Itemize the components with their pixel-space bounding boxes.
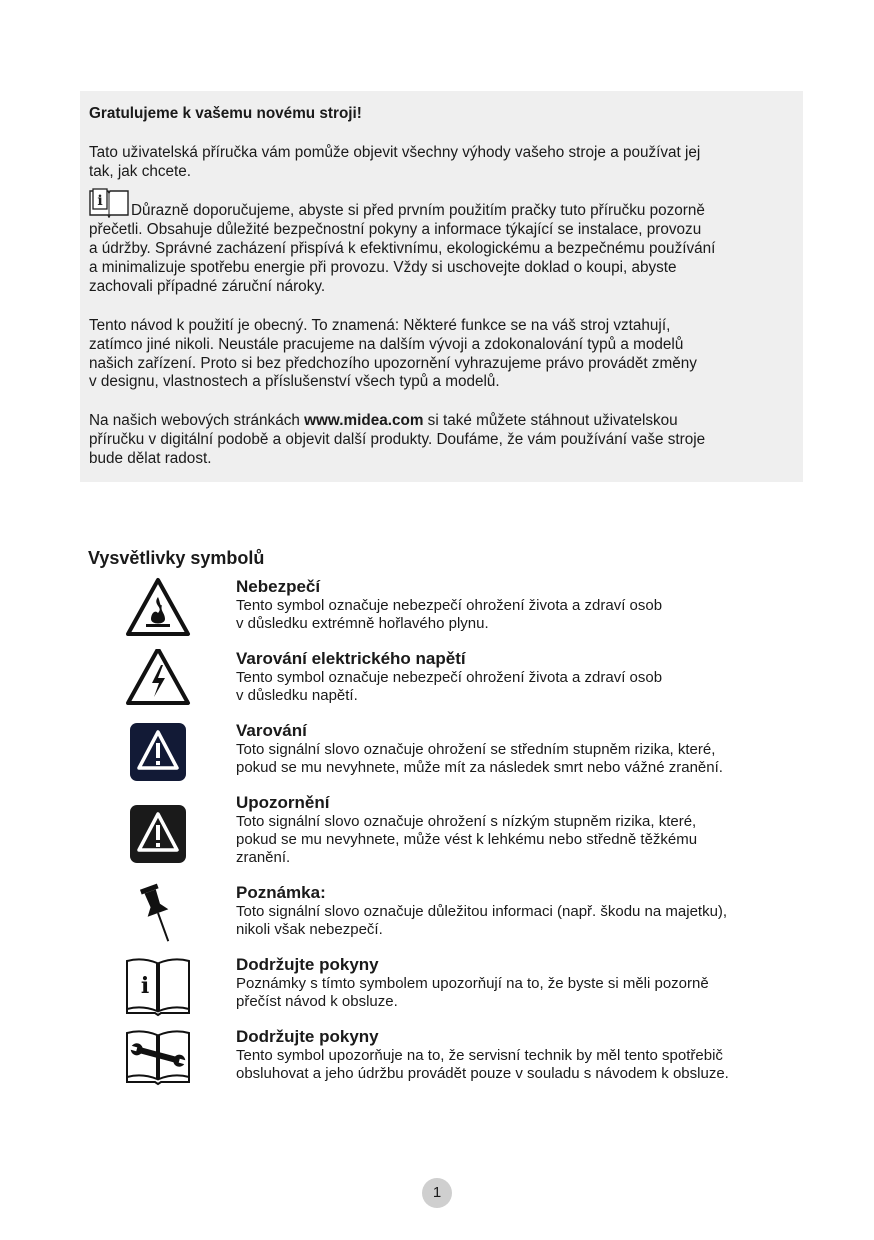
symbol-description [236,903,727,939]
symbol-title: Varování elektrického napětí [236,649,466,668]
svg-text:i: i [97,193,103,209]
warning-icon [124,721,192,783]
symbol-description [236,975,709,1011]
text: v důsledku extrémně hořlavého plynu. [236,615,489,632]
symbol-title: Dodržujte pokyny [236,955,379,974]
text: nikoli však nebezpečí. [236,921,383,938]
book-info-icon [124,955,192,1017]
text: Tento symbol označuje nebezpečí ohrožení života a zdraví osob [236,669,663,686]
intro-p3-line: Tento návod k použití je obecný. To znamená: Některé funkce se na váš stroj vztahují, [89,317,671,334]
text: Toto signální slovo označuje ohrožení s nízkým stupněm rizika, které, [236,813,697,830]
text: Na našich webových stránkách [89,412,305,429]
page-number: 1 [422,1178,452,1208]
text: obsluhovat a jeho údržbu provádět pouze v souladu s návodem k obsluze. [236,1065,729,1082]
text: přečíst návod k obsluze. [236,993,398,1010]
flammable-warning-icon [124,577,192,639]
pushpin-icon [124,883,192,945]
symbol-title: Upozornění [236,793,330,812]
text: Toto signální slovo označuje důležitou informaci (např. škodu na majetku), [236,903,728,920]
svg-text:i: i [140,973,150,999]
intro-p3-line: zatímco jiné nikoli. Neustále pracujeme na dalším vývoji a zdokonalování typů a modelů [89,336,684,353]
intro-p2-line: Důrazně doporučujeme, abyste si před prvním použitím pračky tuto příručku pozorně [131,202,705,219]
website-link[interactable]: www.midea.com [304,412,424,429]
text: Tento symbol označuje nebezpečí ohrožení života a zdraví osob [236,597,663,614]
intro-p2-line: a minimalizuje spotřebu energie při provozu. Vždy si uschovejte doklad o koupi, abyste [89,259,677,276]
text: si také můžete stáhnout uživatelskou [423,412,678,429]
electric-warning-icon [124,649,192,711]
intro-p4-line: bude dělat radost. [89,450,212,467]
text: zranění. [236,849,291,866]
intro-p2-line: zachovali případné záruční nároky. [89,278,326,295]
intro-title: Gratulujeme k vašemu novému stroji! [89,105,362,122]
text: Poznámky s tímto symbolem upozorňují na to, že byste si měli pozorně [236,975,709,992]
text: Tento symbol upozorňuje na to, že servisní technik by měl tento spotřebič [236,1047,723,1064]
symbol-title: Varování [236,721,307,740]
intro-p1-line: Tato uživatelská příručka vám pomůže objevit všechny výhody vašeho stroje a používat jej [89,144,701,161]
intro-p4-line [89,411,678,430]
intro-p2-line: přečetli. Obsahuje důležité bezpečnostní pokyny a informace týkající se instalace, provozu [89,221,702,238]
text: v důsledku napětí. [236,687,358,704]
intro-p1-line: tak, jak chcete. [89,163,192,180]
intro-p3-line: v designu, vlastnostech a příslušenství všech typů a modelů. [89,373,500,390]
intro-p3-line: našich zařízení. Proto si bez předchozího upozornění vyhrazujeme právo provádět změny [89,355,697,372]
text: pokud se mu nevyhnete, může mít za následek smrt nebo vážné zranění. [236,759,723,776]
symbol-description [236,669,662,705]
text: pokud se mu nevyhnete, může vést k lehkému nebo středně těžkému [236,831,698,848]
symbol-description [236,597,662,633]
symbols-heading: Vysvětlivky symbolů [88,548,265,568]
book-wrench-icon [124,1027,192,1089]
caution-icon [124,793,192,855]
book-info-icon [88,188,130,223]
symbol-description [236,741,723,777]
symbol-title: Poznámka: [236,883,326,902]
symbol-title: Dodržujte pokyny [236,1027,379,1046]
intro-p4-line: příručku v digitální podobě a objevit další produkty. Doufáme, že vám používání vaše stroje [89,431,706,448]
symbol-title: Nebezpečí [236,577,321,596]
intro-p2-line: a údržby. Správné zacházení přispívá k efektivnímu, ekologickému a bezpečnému používání [89,240,716,257]
text: Toto signální slovo označuje ohrožení se středním stupněm rizika, které, [236,741,716,758]
symbol-description [236,813,697,867]
symbol-description [236,1047,729,1083]
